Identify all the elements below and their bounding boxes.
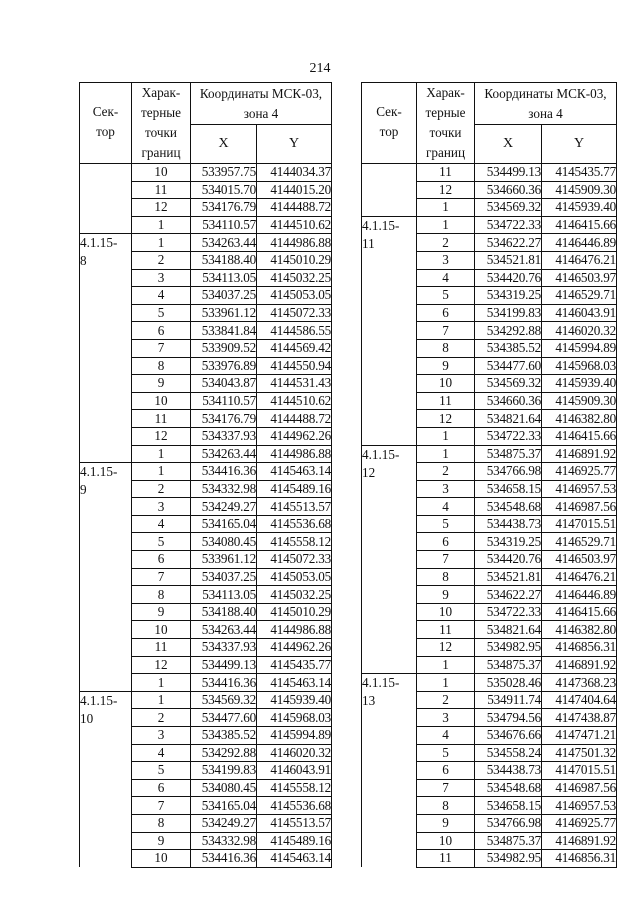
- y-cell: 4144962.26: [257, 427, 332, 445]
- y-cell: 4145053.05: [257, 287, 332, 305]
- point-cell: 1: [132, 674, 191, 692]
- y-cell: 4146925.77: [542, 814, 617, 832]
- x-cell: 534420.76: [475, 551, 542, 569]
- table-row: [80, 164, 332, 182]
- x-cell: 534875.37: [475, 445, 542, 463]
- y-cell: 4145513.57: [257, 814, 332, 832]
- point-cell: 4: [417, 269, 475, 287]
- point-cell: 1: [132, 691, 191, 709]
- table-row: [362, 674, 617, 692]
- x-cell: 534766.98: [475, 814, 542, 832]
- x-cell: 534982.95: [475, 639, 542, 657]
- y-cell: 4145463.14: [257, 674, 332, 692]
- y-cell: 4146891.92: [542, 832, 617, 850]
- y-cell: 4146925.77: [542, 463, 617, 481]
- y-cell: 4145968.03: [257, 709, 332, 727]
- y-cell: 4146382.80: [542, 410, 617, 428]
- y-cell: 4146856.31: [542, 639, 617, 657]
- x-cell: 534420.76: [475, 269, 542, 287]
- y-cell: 4147404.64: [542, 691, 617, 709]
- x-cell: 534385.52: [191, 727, 257, 745]
- point-cell: 11: [417, 164, 475, 182]
- point-cell: 11: [417, 392, 475, 410]
- y-cell: 4145032.25: [257, 586, 332, 604]
- y-cell: 4146382.80: [542, 621, 617, 639]
- x-cell: 534110.57: [191, 216, 257, 234]
- x-cell: 533961.12: [191, 551, 257, 569]
- x-cell: 534165.04: [191, 515, 257, 533]
- x-cell: 534037.25: [191, 287, 257, 305]
- header-characteristic-points: Харак- терные точки границ: [417, 83, 475, 164]
- point-cell: 6: [132, 551, 191, 569]
- point-cell: 2: [417, 691, 475, 709]
- x-cell: 534722.33: [475, 427, 542, 445]
- point-cell: 10: [417, 375, 475, 393]
- x-cell: 534569.32: [475, 375, 542, 393]
- point-cell: 1: [132, 445, 191, 463]
- y-cell: 4147015.51: [542, 762, 617, 780]
- point-cell: 4: [417, 727, 475, 745]
- point-cell: 5: [417, 744, 475, 762]
- header-coordinates: Координаты МСК-03, зона 4: [191, 83, 332, 125]
- point-cell: 8: [132, 357, 191, 375]
- x-cell: 534622.27: [475, 234, 542, 252]
- y-cell: 4146043.91: [257, 762, 332, 780]
- x-cell: 534249.27: [191, 498, 257, 516]
- x-cell: 534548.68: [475, 779, 542, 797]
- header-y: Y: [257, 125, 332, 164]
- x-cell: 533961.12: [191, 304, 257, 322]
- point-cell: 12: [417, 181, 475, 199]
- y-cell: 4146020.32: [257, 744, 332, 762]
- y-cell: 4145536.68: [257, 515, 332, 533]
- x-cell: 534188.40: [191, 251, 257, 269]
- point-cell: 1: [132, 463, 191, 481]
- header-sector: Сек- тор: [362, 83, 417, 164]
- x-cell: 534319.25: [475, 287, 542, 305]
- x-cell: 534658.15: [475, 797, 542, 815]
- x-cell: 534188.40: [191, 603, 257, 621]
- y-cell: 4146020.32: [542, 322, 617, 340]
- table-row: [80, 234, 332, 252]
- x-cell: 534015.70: [191, 181, 257, 199]
- y-cell: 4144986.88: [257, 234, 332, 252]
- point-cell: 7: [132, 339, 191, 357]
- header-characteristic-points: Харак- терные точки границ: [132, 83, 191, 164]
- y-cell: 4145010.29: [257, 251, 332, 269]
- point-cell: 10: [132, 392, 191, 410]
- y-cell: 4145994.89: [542, 339, 617, 357]
- x-cell: 534676.66: [475, 727, 542, 745]
- x-cell: 534416.36: [191, 674, 257, 692]
- x-cell: 535028.46: [475, 674, 542, 692]
- y-cell: 4146987.56: [542, 779, 617, 797]
- y-cell: 4145435.77: [257, 656, 332, 674]
- x-cell: 534332.98: [191, 832, 257, 850]
- y-cell: 4144015.20: [257, 181, 332, 199]
- point-cell: 9: [417, 357, 475, 375]
- point-cell: 3: [417, 480, 475, 498]
- y-cell: 4145909.30: [542, 392, 617, 410]
- coordinates-table-left: [79, 82, 332, 868]
- y-cell: 4145909.30: [542, 181, 617, 199]
- x-cell: 534113.05: [191, 586, 257, 604]
- point-cell: 3: [132, 498, 191, 516]
- x-cell: 534477.60: [191, 709, 257, 727]
- point-cell: 1: [417, 674, 475, 692]
- y-cell: 4145072.33: [257, 304, 332, 322]
- x-cell: 534499.13: [475, 164, 542, 182]
- x-cell: 534875.37: [475, 832, 542, 850]
- y-cell: 4145558.12: [257, 533, 332, 551]
- table-row: [362, 164, 617, 182]
- coordinates-table-right: [361, 82, 617, 868]
- y-cell: 4147015.51: [542, 515, 617, 533]
- point-cell: 8: [417, 339, 475, 357]
- y-cell: 4144986.88: [257, 621, 332, 639]
- x-cell: 534176.79: [191, 199, 257, 217]
- y-cell: 4145489.16: [257, 832, 332, 850]
- x-cell: 534199.83: [191, 762, 257, 780]
- y-cell: 4146529.71: [542, 533, 617, 551]
- point-cell: 3: [132, 727, 191, 745]
- y-cell: 4146503.97: [542, 551, 617, 569]
- header-coordinates: Координаты МСК-03, зона 4: [475, 83, 617, 125]
- y-cell: 4146415.66: [542, 427, 617, 445]
- y-cell: 4145939.40: [257, 691, 332, 709]
- y-cell: 4144034.37: [257, 164, 332, 182]
- table-row: [80, 691, 332, 709]
- point-cell: 4: [132, 744, 191, 762]
- point-cell: 3: [132, 269, 191, 287]
- point-cell: 8: [417, 568, 475, 586]
- y-cell: 4146476.21: [542, 568, 617, 586]
- y-cell: 4144586.55: [257, 322, 332, 340]
- point-cell: 5: [417, 287, 475, 305]
- y-cell: 4146476.21: [542, 251, 617, 269]
- x-cell: 534766.98: [475, 463, 542, 481]
- y-cell: 4145513.57: [257, 498, 332, 516]
- point-cell: 5: [417, 515, 475, 533]
- point-cell: 1: [132, 216, 191, 234]
- x-cell: 534263.44: [191, 445, 257, 463]
- table-row: [362, 445, 617, 463]
- y-cell: 4144531.43: [257, 375, 332, 393]
- header-y: Y: [542, 125, 617, 164]
- point-cell: 6: [132, 322, 191, 340]
- point-cell: 5: [132, 304, 191, 322]
- point-cell: 5: [132, 762, 191, 780]
- point-cell: 9: [417, 814, 475, 832]
- x-cell: 534658.15: [475, 480, 542, 498]
- x-cell: 534821.64: [475, 410, 542, 428]
- x-cell: 533957.75: [191, 164, 257, 182]
- x-cell: 534263.44: [191, 234, 257, 252]
- point-cell: 1: [132, 234, 191, 252]
- y-cell: 4144488.72: [257, 199, 332, 217]
- x-cell: 534521.81: [475, 251, 542, 269]
- x-cell: 534080.45: [191, 779, 257, 797]
- point-cell: 2: [417, 463, 475, 481]
- point-cell: 11: [132, 639, 191, 657]
- x-cell: 534416.36: [191, 850, 257, 868]
- table-row: [80, 463, 332, 481]
- y-cell: 4145463.14: [257, 850, 332, 868]
- table-body-left: [80, 164, 332, 868]
- point-cell: 6: [417, 762, 475, 780]
- x-cell: 534622.27: [475, 586, 542, 604]
- x-cell: 534722.33: [475, 216, 542, 234]
- sector-cell: 4.1.15- 10: [80, 691, 132, 867]
- table-row: [362, 216, 617, 234]
- sector-cell: 4.1.15- 8: [80, 234, 132, 463]
- point-cell: 9: [132, 603, 191, 621]
- x-cell: 534416.36: [191, 463, 257, 481]
- point-cell: 12: [417, 410, 475, 428]
- y-cell: 4147368.23: [542, 674, 617, 692]
- y-cell: 4146446.89: [542, 234, 617, 252]
- x-cell: 534113.05: [191, 269, 257, 287]
- point-cell: 2: [132, 480, 191, 498]
- y-cell: 4147471.21: [542, 727, 617, 745]
- y-cell: 4144488.72: [257, 410, 332, 428]
- x-cell: 534982.95: [475, 850, 542, 868]
- y-cell: 4146529.71: [542, 287, 617, 305]
- header-x: X: [475, 125, 542, 164]
- y-cell: 4144510.62: [257, 392, 332, 410]
- x-cell: 534037.25: [191, 568, 257, 586]
- point-cell: 2: [417, 234, 475, 252]
- y-cell: 4145994.89: [257, 727, 332, 745]
- point-cell: 12: [132, 427, 191, 445]
- point-cell: 3: [417, 709, 475, 727]
- point-cell: 10: [132, 621, 191, 639]
- x-cell: 534569.32: [191, 691, 257, 709]
- y-cell: 4146987.56: [542, 498, 617, 516]
- x-cell: 534499.13: [191, 656, 257, 674]
- point-cell: 8: [417, 797, 475, 815]
- y-cell: 4144510.62: [257, 216, 332, 234]
- x-cell: 534337.93: [191, 427, 257, 445]
- x-cell: 534911.74: [475, 691, 542, 709]
- point-cell: 10: [132, 164, 191, 182]
- x-cell: 534660.36: [475, 392, 542, 410]
- x-cell: 534165.04: [191, 797, 257, 815]
- point-cell: 11: [417, 621, 475, 639]
- y-cell: 4145463.14: [257, 463, 332, 481]
- header-x: X: [191, 125, 257, 164]
- point-cell: 7: [417, 322, 475, 340]
- y-cell: 4145072.33: [257, 551, 332, 569]
- y-cell: 4145536.68: [257, 797, 332, 815]
- y-cell: 4146043.91: [542, 304, 617, 322]
- point-cell: 1: [417, 656, 475, 674]
- y-cell: 4144569.42: [257, 339, 332, 357]
- x-cell: 534385.52: [475, 339, 542, 357]
- x-cell: 534043.87: [191, 375, 257, 393]
- y-cell: 4145053.05: [257, 568, 332, 586]
- point-cell: 7: [132, 797, 191, 815]
- point-cell: 1: [417, 427, 475, 445]
- y-cell: 4146446.89: [542, 586, 617, 604]
- x-cell: 534263.44: [191, 621, 257, 639]
- y-cell: 4144986.88: [257, 445, 332, 463]
- x-cell: 534176.79: [191, 410, 257, 428]
- point-cell: 1: [417, 445, 475, 463]
- x-cell: 534337.93: [191, 639, 257, 657]
- point-cell: 7: [417, 779, 475, 797]
- x-cell: 534558.24: [475, 744, 542, 762]
- point-cell: 3: [417, 251, 475, 269]
- point-cell: 7: [417, 551, 475, 569]
- x-cell: 533909.52: [191, 339, 257, 357]
- point-cell: 8: [132, 586, 191, 604]
- y-cell: 4144962.26: [257, 639, 332, 657]
- x-cell: 534110.57: [191, 392, 257, 410]
- sector-cell: 4.1.15- 9: [80, 463, 132, 692]
- y-cell: 4145939.40: [542, 199, 617, 217]
- point-cell: 1: [417, 199, 475, 217]
- x-cell: 534199.83: [475, 304, 542, 322]
- point-cell: 4: [132, 287, 191, 305]
- y-cell: 4145435.77: [542, 164, 617, 182]
- y-cell: 4146891.92: [542, 445, 617, 463]
- sector-cell: 4.1.15- 13: [362, 674, 417, 868]
- point-cell: 9: [132, 375, 191, 393]
- point-cell: 10: [132, 850, 191, 868]
- y-cell: 4146415.66: [542, 603, 617, 621]
- y-cell: 4145489.16: [257, 480, 332, 498]
- x-cell: 534080.45: [191, 533, 257, 551]
- sector-cell: [362, 164, 417, 217]
- y-cell: 4145558.12: [257, 779, 332, 797]
- point-cell: 9: [132, 832, 191, 850]
- x-cell: 534821.64: [475, 621, 542, 639]
- point-cell: 8: [132, 814, 191, 832]
- x-cell: 534438.73: [475, 762, 542, 780]
- sector-cell: 4.1.15- 11: [362, 216, 417, 445]
- x-cell: 534292.88: [191, 744, 257, 762]
- y-cell: 4144550.94: [257, 357, 332, 375]
- point-cell: 1: [417, 216, 475, 234]
- y-cell: 4145939.40: [542, 375, 617, 393]
- x-cell: 534794.56: [475, 709, 542, 727]
- x-cell: 533841.84: [191, 322, 257, 340]
- point-cell: 6: [417, 533, 475, 551]
- y-cell: 4145032.25: [257, 269, 332, 287]
- sector-cell: [80, 164, 132, 234]
- point-cell: 9: [417, 586, 475, 604]
- y-cell: 4145010.29: [257, 603, 332, 621]
- x-cell: 534332.98: [191, 480, 257, 498]
- sector-cell: 4.1.15- 12: [362, 445, 417, 674]
- x-cell: 534660.36: [475, 181, 542, 199]
- y-cell: 4146891.92: [542, 656, 617, 674]
- point-cell: 12: [417, 639, 475, 657]
- point-cell: 2: [132, 251, 191, 269]
- x-cell: 533976.89: [191, 357, 257, 375]
- point-cell: 11: [417, 850, 475, 868]
- point-cell: 12: [132, 656, 191, 674]
- point-cell: 6: [132, 779, 191, 797]
- y-cell: 4146957.53: [542, 797, 617, 815]
- point-cell: 11: [132, 181, 191, 199]
- point-cell: 11: [132, 410, 191, 428]
- x-cell: 534438.73: [475, 515, 542, 533]
- table-body-right: [362, 164, 617, 868]
- page-number: 214: [309, 61, 331, 76]
- x-cell: 534569.32: [475, 199, 542, 217]
- y-cell: 4146415.66: [542, 216, 617, 234]
- point-cell: 5: [132, 533, 191, 551]
- point-cell: 12: [132, 199, 191, 217]
- header-sector: Сек- тор: [80, 83, 132, 164]
- x-cell: 534521.81: [475, 568, 542, 586]
- x-cell: 534319.25: [475, 533, 542, 551]
- x-cell: 534875.37: [475, 656, 542, 674]
- point-cell: 10: [417, 832, 475, 850]
- y-cell: 4145968.03: [542, 357, 617, 375]
- point-cell: 4: [417, 498, 475, 516]
- x-cell: 534249.27: [191, 814, 257, 832]
- x-cell: 534548.68: [475, 498, 542, 516]
- y-cell: 4147501.32: [542, 744, 617, 762]
- y-cell: 4146503.97: [542, 269, 617, 287]
- x-cell: 534477.60: [475, 357, 542, 375]
- y-cell: 4146957.53: [542, 480, 617, 498]
- point-cell: 2: [132, 709, 191, 727]
- y-cell: 4147438.87: [542, 709, 617, 727]
- point-cell: 4: [132, 515, 191, 533]
- x-cell: 534292.88: [475, 322, 542, 340]
- point-cell: 6: [417, 304, 475, 322]
- point-cell: 7: [132, 568, 191, 586]
- y-cell: 4146856.31: [542, 850, 617, 868]
- point-cell: 10: [417, 603, 475, 621]
- x-cell: 534722.33: [475, 603, 542, 621]
